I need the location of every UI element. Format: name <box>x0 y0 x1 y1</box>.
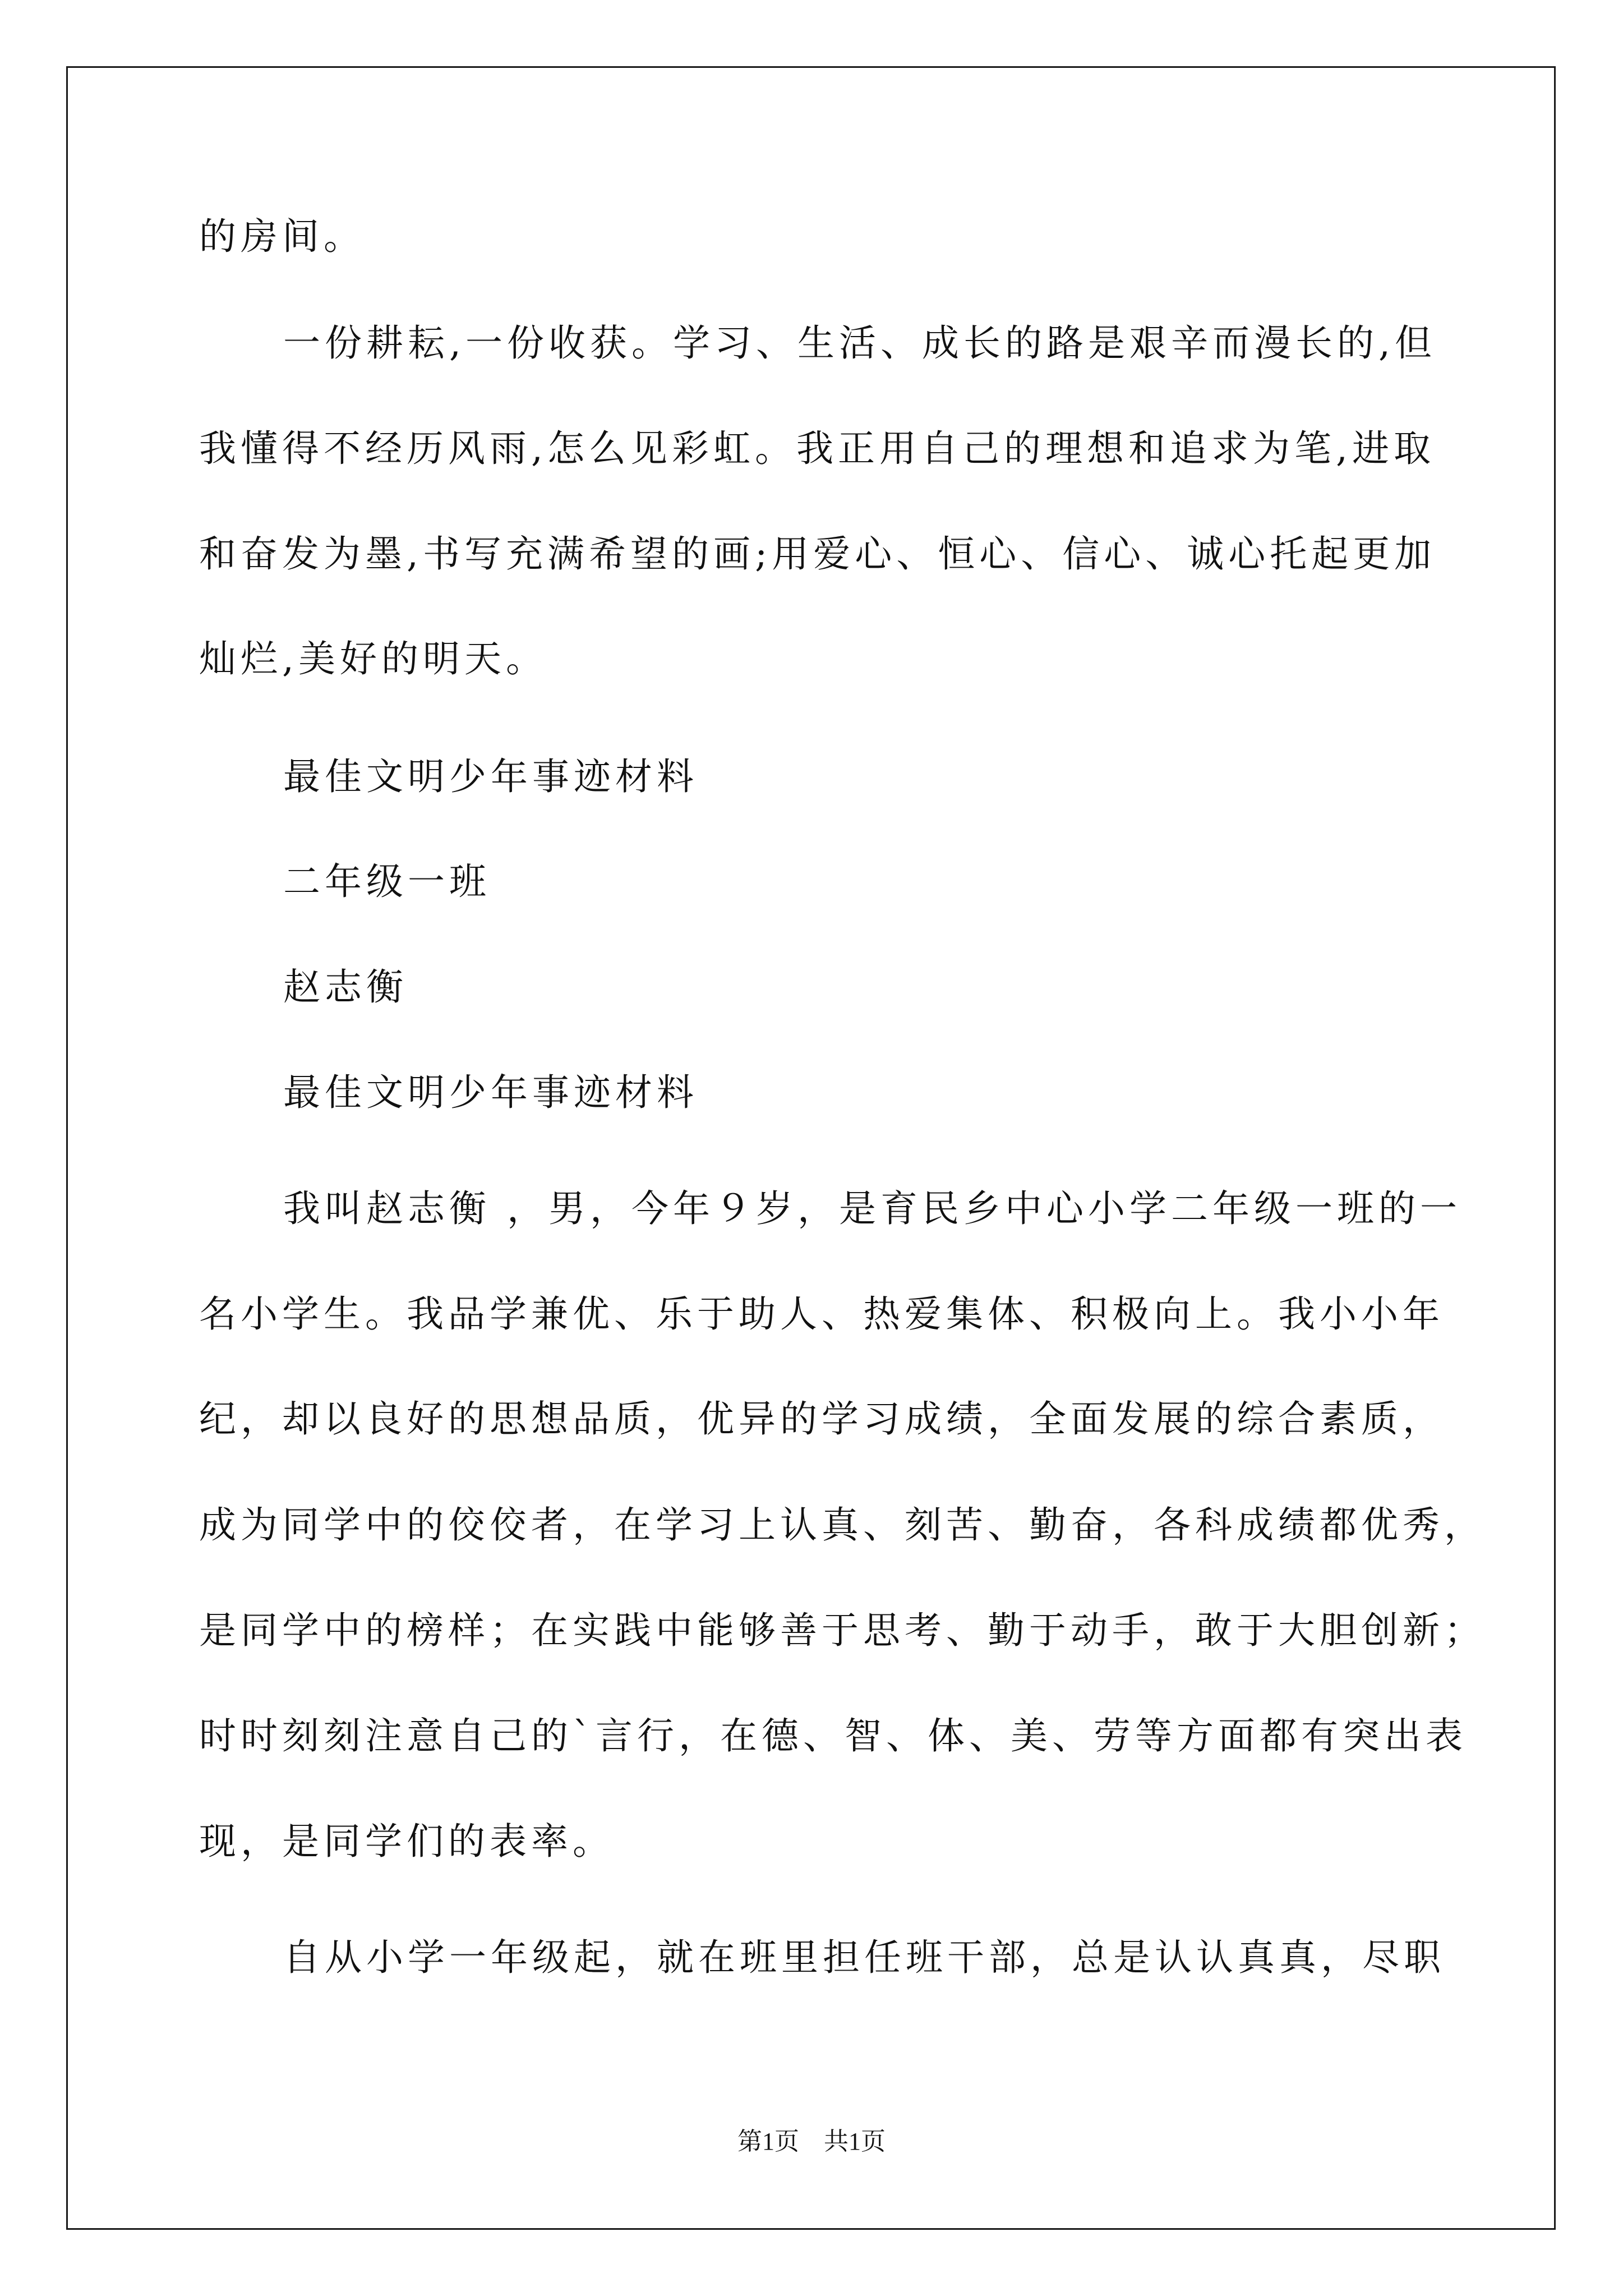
paragraph-line: 纪，却以良好的思想品质，优异的学习成绩，全面发展的综合素质， <box>199 1397 1444 1441</box>
student-name: 赵志衡 <box>283 965 408 1009</box>
paragraph-line: 灿烂,美好的明天。 <box>199 637 547 680</box>
section-title: 最佳文明少年事迹材料 <box>283 755 698 798</box>
paragraph-line: 的房间。 <box>199 215 365 258</box>
page-number-footer: 第1页 共1页 <box>737 2128 886 2155</box>
paragraph-line: 和奋发为墨,书写充满希望的画;用爱心、恒心、信心、诚心托起更加 <box>199 532 1436 576</box>
page-border <box>66 66 1556 2230</box>
paragraph-line: 现，是同学们的表率。 <box>199 1820 614 1863</box>
paragraph-line: 一份耕耘,一份收获。学习、生活、成长的路是艰辛而漫长的,但 <box>283 321 1436 365</box>
section-title: 最佳文明少年事迹材料 <box>283 1071 698 1114</box>
paragraph-line: 成为同学中的佼佼者，在学习上认真、刻苦、勤奋，各科成绩都优秀， <box>199 1503 1486 1547</box>
paragraph-line: 是同学中的榜样；在实践中能够善于思考、勤于动手，敢于大胆创新； <box>199 1609 1486 1652</box>
paragraph-line: 我懂得不经历风雨,怎么见彩虹。我正用自己的理想和追求为笔,进取 <box>199 427 1435 470</box>
class-name: 二年级一班 <box>283 860 491 903</box>
paragraph-line: 我叫赵志衡 ，男，今年９岁，是育民乡中心小学二年级一班的一 <box>283 1187 1461 1230</box>
paragraph-line: 时时刻刻注意自己的`言行，在德、智、体、美、劳等方面都有突出表 <box>199 1714 1467 1757</box>
paragraph-line: 自从小学一年级起，就在班里担任班干部，总是认认真真，尽职 <box>283 1936 1445 1979</box>
paragraph-line: 名小学生。我品学兼优、乐于助人、热爱集体、积极向上。我小小年 <box>199 1292 1444 1336</box>
